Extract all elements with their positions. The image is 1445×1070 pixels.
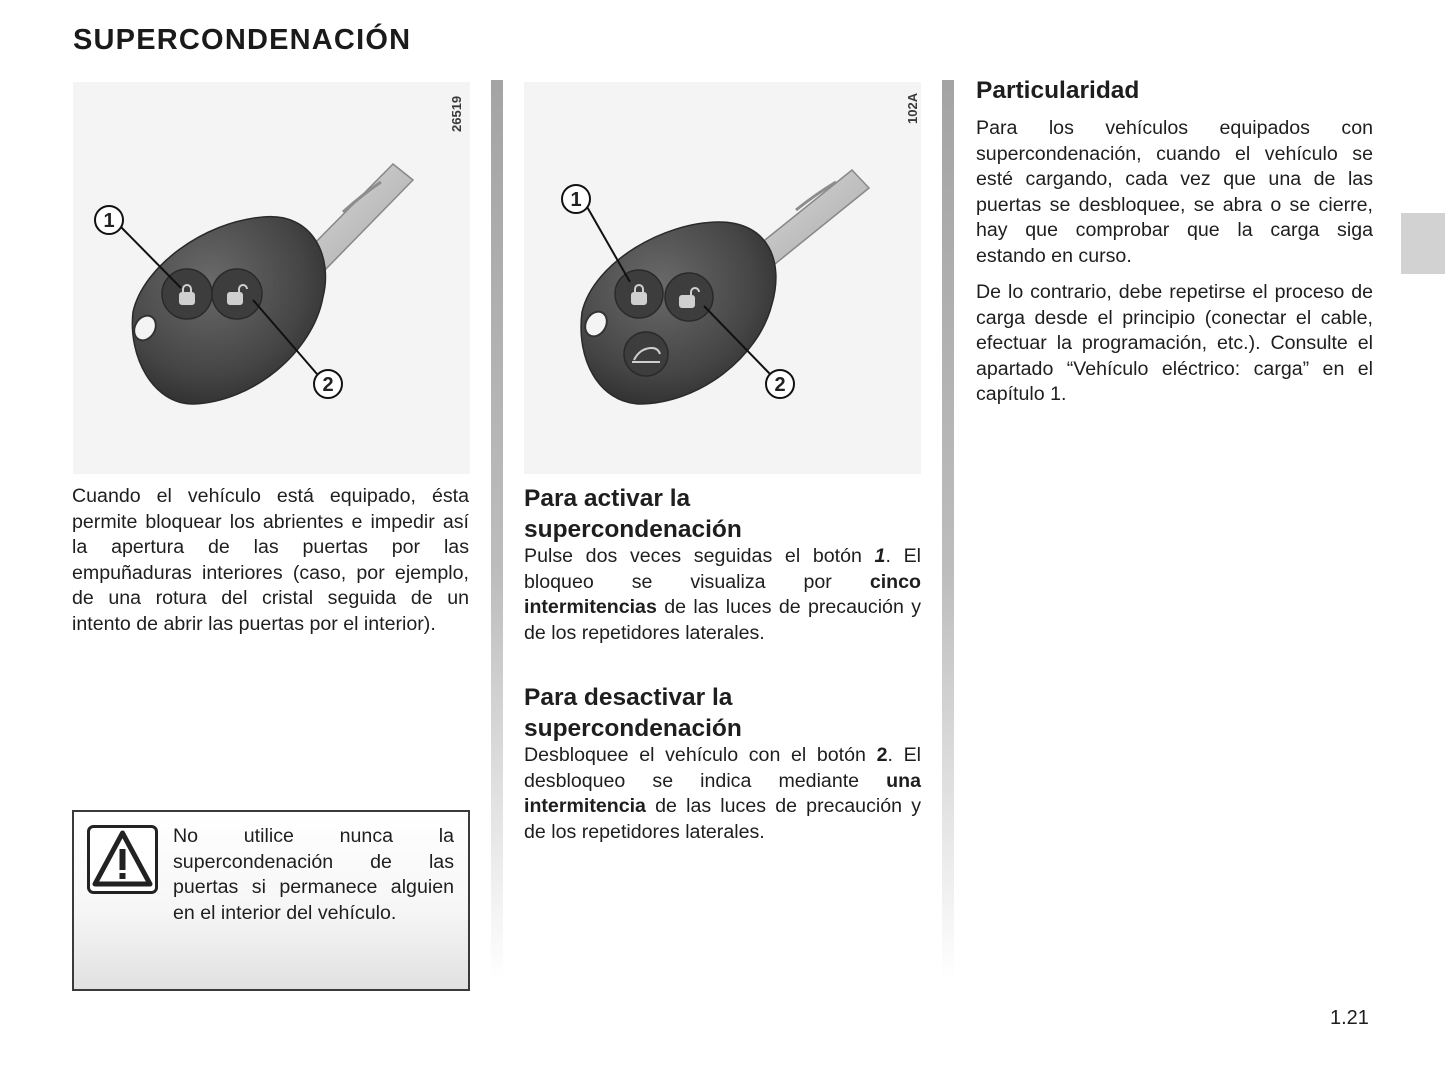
- particularity-paragraph-1: Para los vehículos equipados con supercondenación, cuando el vehículo se esté cargando, cada vez que una de las puertas se desbloquee, se abra o se cierre, hay que comprobar que la carga siga estando en curso.: [976, 117, 1373, 267]
- page-title: SUPERCONDENACIÓN: [73, 24, 412, 56]
- figure-key-three-buttons: [524, 82, 921, 474]
- key-illustration-two-buttons: [73, 82, 470, 474]
- warning-triangle-icon: [87, 825, 158, 894]
- callout-2: 2: [774, 374, 786, 396]
- activate-paragraph: Pulse dos veces seguidas el botón 1. El bloqueo se visualiza por cinco intermitencias de las luces de precaución y de los repetidores laterales.: [524, 545, 921, 644]
- page-number: 1.21: [1330, 1007, 1369, 1029]
- trunk-button: [624, 332, 668, 376]
- warning-box: [72, 810, 470, 991]
- callout-1: 1: [570, 189, 582, 211]
- intro-paragraph: Cuando el vehículo está equipado, ésta permite bloquear los abrientes e impedir así la apertura de las puertas por las empuñaduras interiores (caso, por ejemplo, de una rotura del cristal seguida de un intento de abrir las puertas por el interior).: [72, 485, 469, 635]
- activate-heading: Para activar la supercondenación: [524, 485, 742, 543]
- button-ref-2: 2: [876, 744, 888, 766]
- deactivate-paragraph: Desbloquee el vehículo con el botón 2. El desbloqueo se indica mediante una intermitencia de las luces de precaución y de los repetidores laterales.: [524, 744, 921, 843]
- button-ref-1: 1: [874, 545, 886, 567]
- emphasis-one-flash: una intermitencia: [524, 769, 921, 817]
- figure-ref: 102A: [905, 92, 920, 124]
- particularity-paragraph-2: De lo contrario, debe repetirse el proceso de carga desde el principio (conectar el cable, efectuar la programación, etc.). Consulte el apartado “Vehículo eléctrico: carga” en el capítulo 1.: [976, 281, 1373, 405]
- emphasis-five-flashes: cinco intermitencias: [524, 570, 921, 618]
- chapter-tab: [1401, 213, 1445, 274]
- warning-text: No utilice nunca la supercondenación de las puertas si permanece alguien en el interior del vehículo.: [173, 825, 454, 924]
- key-illustration-three-buttons: [524, 82, 921, 474]
- callout-2: 2: [322, 374, 334, 396]
- column-divider-right: [942, 80, 954, 980]
- figure-key-two-buttons: [73, 82, 470, 474]
- figure-ref: 26519: [449, 95, 464, 132]
- callout-1: 1: [103, 210, 115, 232]
- particularity-heading: Particularidad: [976, 77, 1140, 104]
- column-divider-left: [491, 80, 503, 980]
- deactivate-heading: Para desactivar la supercondenación: [524, 684, 742, 742]
